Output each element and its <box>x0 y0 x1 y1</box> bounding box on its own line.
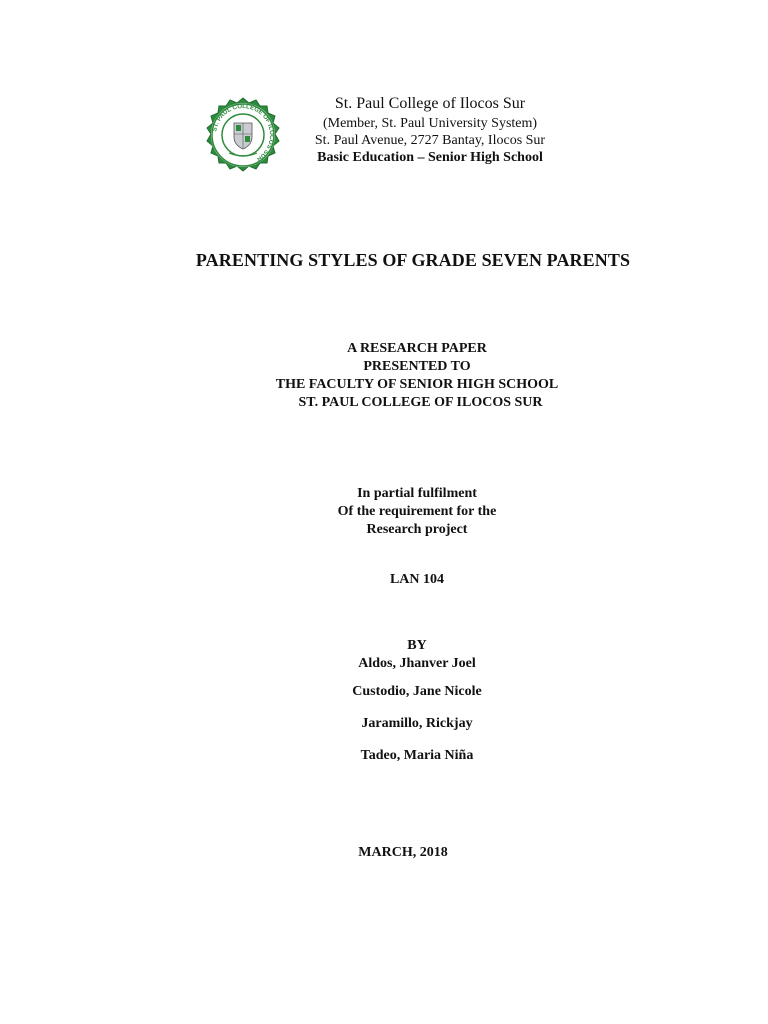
by-label: BY <box>407 638 427 653</box>
presented-block <box>0 340 768 412</box>
presented-line: A RESEARCH PAPER <box>347 341 487 356</box>
presented-line: ST. PAUL COLLEGE OF ILOCOS SUR <box>291 395 543 410</box>
school-division: Basic Education – Senior High School <box>317 150 543 165</box>
paper-title: PARENTING STYLES OF GRADE SEVEN PARENTS <box>195 250 631 270</box>
school-address: St. Paul Avenue, 2727 Bantay, Ilocos Sur <box>314 133 546 148</box>
seal-ring-text: ST. PAUL COLLEGE OF ILOCOS SUR <box>211 102 276 163</box>
presented-line: THE FACULTY OF SENIOR HIGH SCHOOL <box>275 377 559 392</box>
author-name: Custodio, Jane Nicole <box>352 684 482 699</box>
fulfilment-line: In partial fulfilment <box>357 486 477 501</box>
fulfilment-block <box>0 485 768 539</box>
course-code: LAN 104 <box>389 572 445 587</box>
school-header <box>300 93 560 166</box>
submission-date: MARCH, 2018 <box>358 845 448 860</box>
school-membership: (Member, St. Paul University System) <box>322 116 538 131</box>
fulfilment-line: Of the requirement for the <box>337 504 497 519</box>
author-name: Jaramillo, Rickjay <box>361 716 473 731</box>
school-seal-logo <box>205 97 281 173</box>
author-name: Aldos, Jhanver Joel <box>358 656 476 671</box>
author-name: Tadeo, Maria Niña <box>360 748 474 763</box>
presented-line: PRESENTED TO <box>363 359 471 374</box>
school-name: St. Paul College of Ilocos Sur <box>334 95 526 112</box>
fulfilment-line: Research project <box>366 522 468 537</box>
